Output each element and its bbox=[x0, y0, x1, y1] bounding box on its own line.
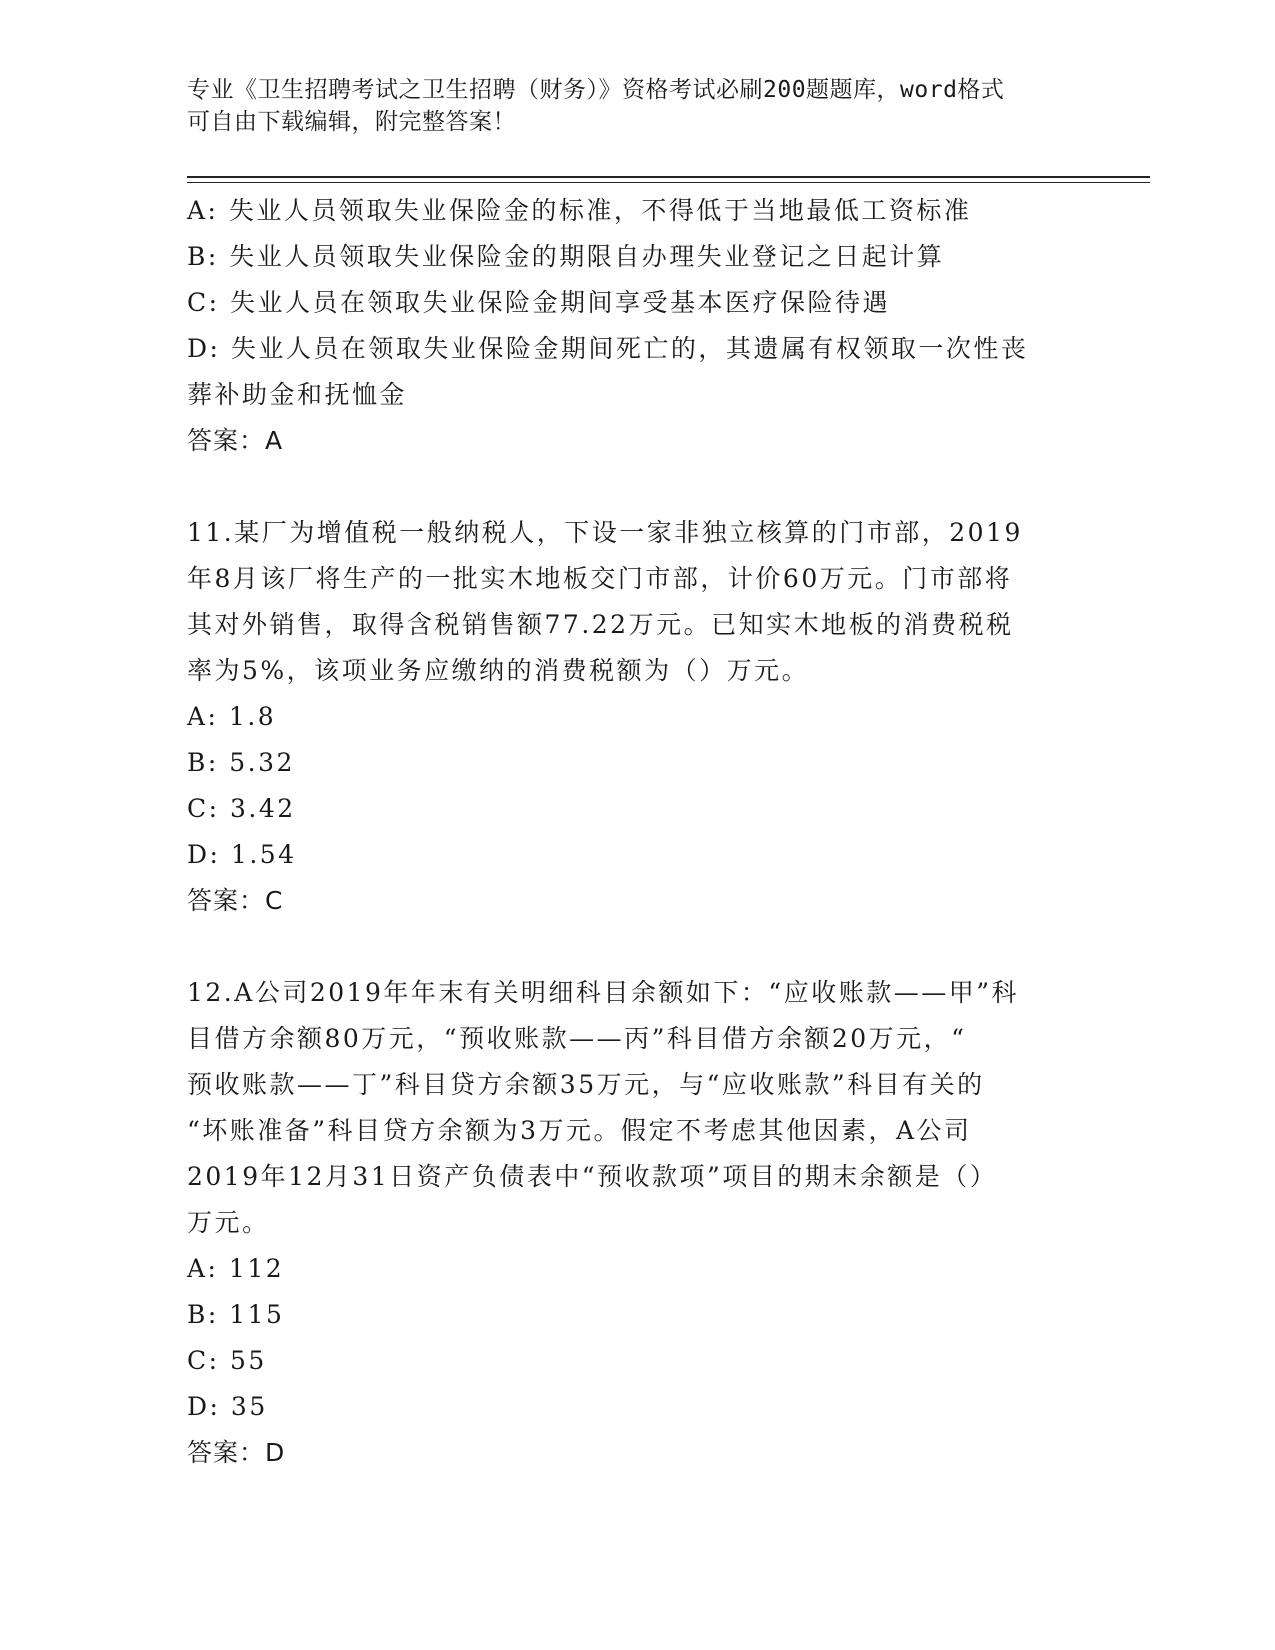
q11-option-c: C: 3.42 bbox=[187, 794, 296, 823]
q12-stem-line-3: 预收账款——丁”科目贷方余额35万元，与“应收账款”科目有关的 bbox=[187, 1070, 985, 1099]
question-11-block bbox=[187, 510, 1087, 924]
q12-option-a: A: 112 bbox=[187, 1254, 285, 1283]
question-12-block bbox=[187, 970, 1087, 1476]
q12-answer: 答案：D bbox=[187, 1438, 286, 1467]
document-body bbox=[187, 188, 1087, 1476]
q10-option-a: A: 失业人员领取失业保险金的标准，不得低于当地最低工资标准 bbox=[187, 196, 972, 225]
q12-option-b: B: 115 bbox=[187, 1300, 285, 1329]
spacer bbox=[187, 464, 1087, 510]
q10-option-c: C: 失业人员在领取失业保险金期间享受基本医疗保险待遇 bbox=[187, 288, 891, 317]
q11-option-b: B: 5.32 bbox=[187, 748, 295, 777]
q11-stem-line-2: 年8月该厂将生产的一批实木地板交门市部，计价60万元。门市部将 bbox=[187, 564, 1013, 593]
q10-answer: 答案：A bbox=[187, 426, 284, 455]
q10-option-d-line-2: 葬补助金和抚恤金 bbox=[187, 380, 408, 409]
header-line-1: 专业《卫生招聘考试之卫生招聘（财务）》资格考试必刷200题题库，word格式 bbox=[187, 77, 1005, 103]
q11-stem-line-4: 率为5%，该项业务应缴纳的消费税额为（）万元。 bbox=[187, 656, 810, 685]
q11-answer: 答案：C bbox=[187, 886, 284, 915]
spacer bbox=[187, 924, 1087, 970]
q11-stem-line-1: 11.某厂为增值税一般纳税人，下设一家非独立核算的门市部，2019 bbox=[187, 518, 1023, 547]
header-divider-thick bbox=[187, 176, 1150, 178]
q12-stem-line-4: “坏账准备”科目贷方余额为3万元。假定不考虑其他因素，A公司 bbox=[187, 1116, 972, 1145]
q11-stem-line-3: 其对外销售，取得含税销售额77.22万元。已知实木地板的消费税税 bbox=[187, 610, 1014, 639]
q12-stem-line-2: 目借方余额80万元，“预收账款——丙”科目借方余额20万元，“ bbox=[187, 1024, 967, 1053]
q12-option-c: C: 55 bbox=[187, 1346, 267, 1375]
q12-stem-line-6: 万元。 bbox=[187, 1208, 270, 1237]
q11-option-a: A: 1.8 bbox=[187, 702, 277, 731]
q12-stem-line-5: 2019年12月31日资产负债表中“预收款项”项目的期末余额是（） bbox=[187, 1162, 998, 1191]
question-10-block bbox=[187, 188, 1087, 464]
q10-option-b: B: 失业人员领取失业保险金的期限自办理失业登记之日起计算 bbox=[187, 242, 945, 271]
q11-option-d: D: 1.54 bbox=[187, 840, 297, 869]
q12-option-d: D: 35 bbox=[187, 1392, 268, 1421]
header-line-2: 可自由下载编辑，附完整答案！ bbox=[187, 109, 516, 135]
document-header bbox=[187, 74, 1067, 138]
header-divider-thin bbox=[187, 182, 1150, 183]
q10-option-d-line-1: D: 失业人员在领取失业保险金期间死亡的，其遗属有权领取一次性丧 bbox=[187, 334, 1029, 363]
q12-stem-line-1: 12.A公司2019年年末有关明细科目余额如下：“应收账款——甲”科 bbox=[187, 978, 1019, 1007]
